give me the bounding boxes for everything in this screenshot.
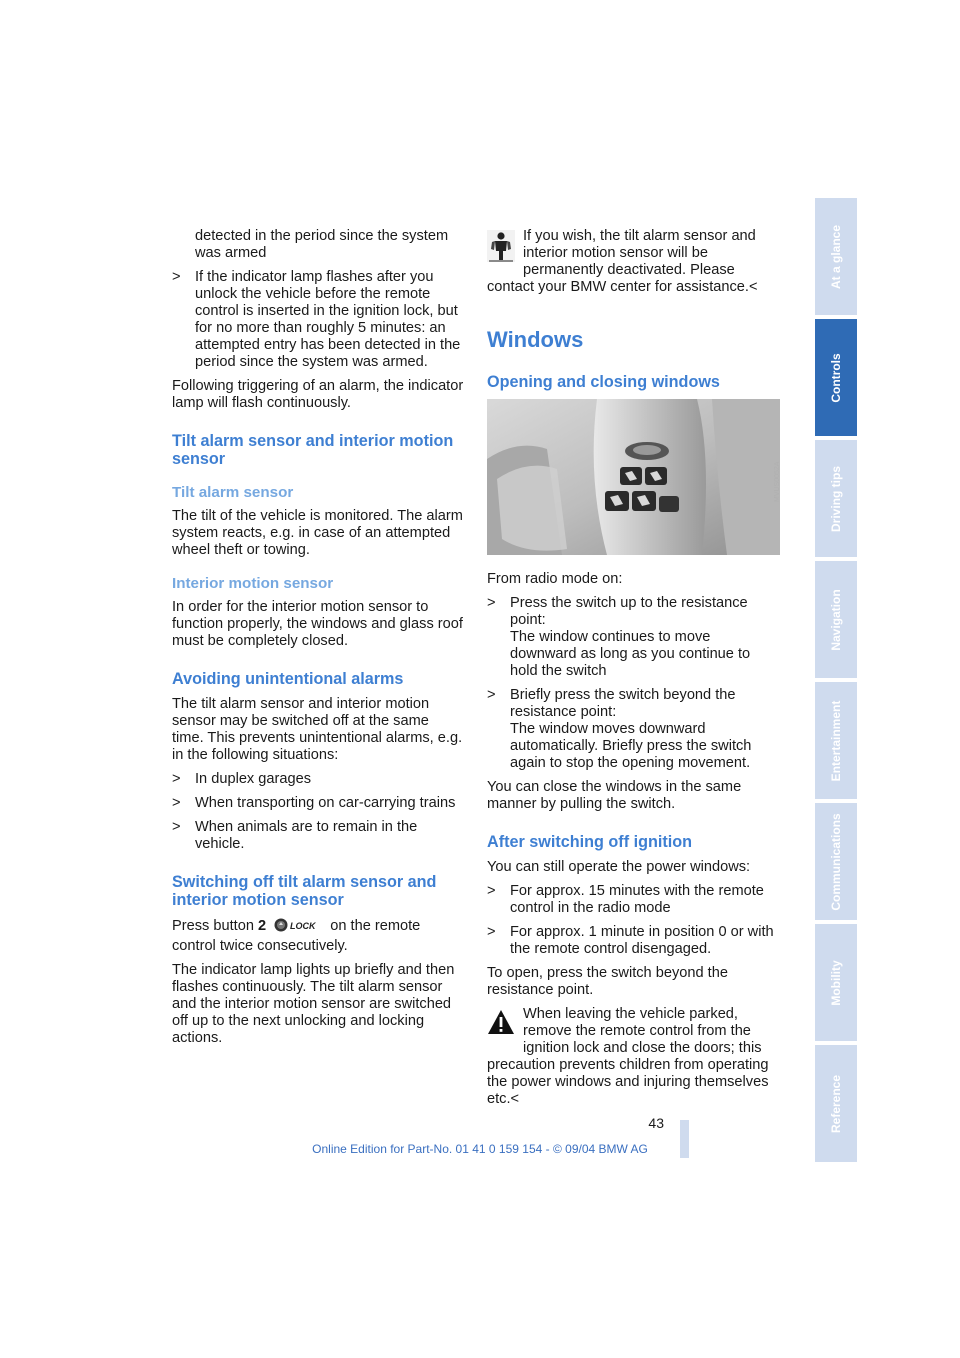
press-button-text: Press button 2 LOCK on the remote control twice consecutively. [172, 918, 421, 954]
radio-mode-text: From radio mode on: [487, 571, 623, 587]
service-note-text: If you wish, the tilt alarm sensor and interior motion sensor will be permanently deactivated. Please contact your BMW center for assistance.< [487, 228, 758, 295]
tab-communications[interactable]: Communications [815, 803, 857, 920]
heading-windows: Windows [487, 327, 584, 352]
list-item-text: Briefly press the switch beyond the resistance point: [510, 687, 736, 720]
list-item [487, 883, 779, 917]
indicator-lamp-text: The indicator lamp lights up briefly and then flashes continuously. The tilt alarm sensor and the interior motion sensor are switched off up to the next unlocking and locking actions. [172, 962, 455, 1046]
bullet-marker: > [172, 269, 181, 285]
heading-opening-closing: Opening and closing windows [487, 373, 720, 391]
list-item-text: For approx. 1 minute in position 0 or with the remote control disengaged. [510, 924, 774, 957]
list-item [172, 269, 464, 371]
footer-edition: Online Edition for Part-No. 01 41 0 159 154 - © 09/04 BMW AG [312, 1142, 648, 1156]
list-item-text: If the indicator lamp flashes after you unlock the vehicle before the remote control is inserted in the ignition lock, but for no more than roughly 5 minutes: an attempted entry has been detected in the period since the system was armed. [195, 269, 461, 370]
tab-controls[interactable]: Controls [815, 319, 857, 436]
tilt-text: The tilt of the vehicle is monitored. The alarm system reacts, e.g. in case of an attempted wheel theft or towing. [172, 508, 463, 558]
list-item [172, 795, 464, 812]
tab-at-a-glance[interactable]: At a glance [815, 198, 857, 315]
heading-tilt-interior: Tilt alarm sensor and interior motion sensor [172, 432, 454, 468]
right-column [487, 228, 779, 1115]
list-item [172, 771, 464, 788]
list-item [487, 595, 779, 680]
alarm-continued-text: detected in the period since the system was armed [195, 228, 449, 261]
left-column [172, 228, 464, 1054]
avoid-text: The tilt alarm sensor and interior motion sensor may be switched off at the same time. This prevents unintentional alarms, e.g. in the following situations: [172, 696, 463, 763]
list-item [487, 687, 779, 772]
section-tabs [815, 198, 857, 1166]
list-item-text: In duplex garages [195, 771, 312, 787]
photo-code: MVUS0052A [774, 461, 781, 502]
warning-triangle-icon [487, 1008, 515, 1040]
window-switch-photo [487, 399, 780, 555]
bullet-marker: > [487, 924, 496, 940]
list-item-text: When transporting on car-carrying trains [195, 795, 456, 811]
interior-text: In order for the interior motion sensor to function properly, the windows and glass roof must be completely closed. [172, 599, 463, 649]
alarm-flash-text: Following triggering of an alarm, the indicator lamp will flash continuously. [172, 378, 464, 411]
heading-tilt: Tilt alarm sensor [172, 484, 294, 501]
tab-navigation[interactable]: Navigation [815, 561, 857, 678]
heading-interior: Interior motion sensor [172, 575, 334, 592]
list-item [172, 819, 464, 853]
bullet-marker: > [172, 795, 181, 811]
svg-text:LOCK: LOCK [290, 921, 316, 931]
list-item-subtext: The window continues to move downward as long as you continue to hold the switch [510, 629, 751, 679]
tab-driving-tips[interactable]: Driving tips [815, 440, 857, 557]
still-operate-text: You can still operate the power windows: [487, 859, 751, 875]
bullet-marker: > [487, 687, 496, 703]
tab-reference[interactable]: Reference [815, 1045, 857, 1162]
lock-button-icon [274, 917, 322, 938]
tab-mobility[interactable]: Mobility [815, 924, 857, 1041]
service-person-icon [487, 230, 515, 262]
close-windows-text: You can close the windows in the same manner by pulling the switch. [487, 779, 742, 812]
page-number: 43 [648, 1115, 664, 1131]
warning-text: When leaving the vehicle parked, remove the remote control from the ignition lock and close the doors; this precaution prevents children from operating the power windows and injuring themselves etc.< [487, 1006, 769, 1107]
heading-after-ignition: After switching off ignition [487, 833, 693, 851]
heading-switch-off: Switching off tilt alarm sensor and interior motion sensor [172, 873, 437, 909]
bullet-marker: > [487, 883, 496, 899]
bullet-marker: > [172, 771, 181, 787]
list-item [487, 924, 779, 958]
bullet-marker: > [487, 595, 496, 611]
to-open-text: To open, press the switch beyond the resistance point. [487, 965, 728, 998]
warning-note [487, 1006, 779, 1108]
tab-entertainment[interactable]: Entertainment [815, 682, 857, 799]
heading-avoid: Avoiding unintentional alarms [172, 670, 404, 688]
list-item-text: When animals are to remain in the vehicle. [195, 819, 418, 852]
service-note [487, 228, 779, 296]
list-item-text: For approx. 15 minutes with the remote control in the radio mode [510, 883, 764, 916]
list-item-text: Press the switch up to the resistance point: [510, 595, 748, 628]
list-item-subtext: The window moves downward automatically. Briefly press the switch again to stop the opening movement. [510, 721, 752, 771]
bullet-marker: > [172, 819, 181, 835]
